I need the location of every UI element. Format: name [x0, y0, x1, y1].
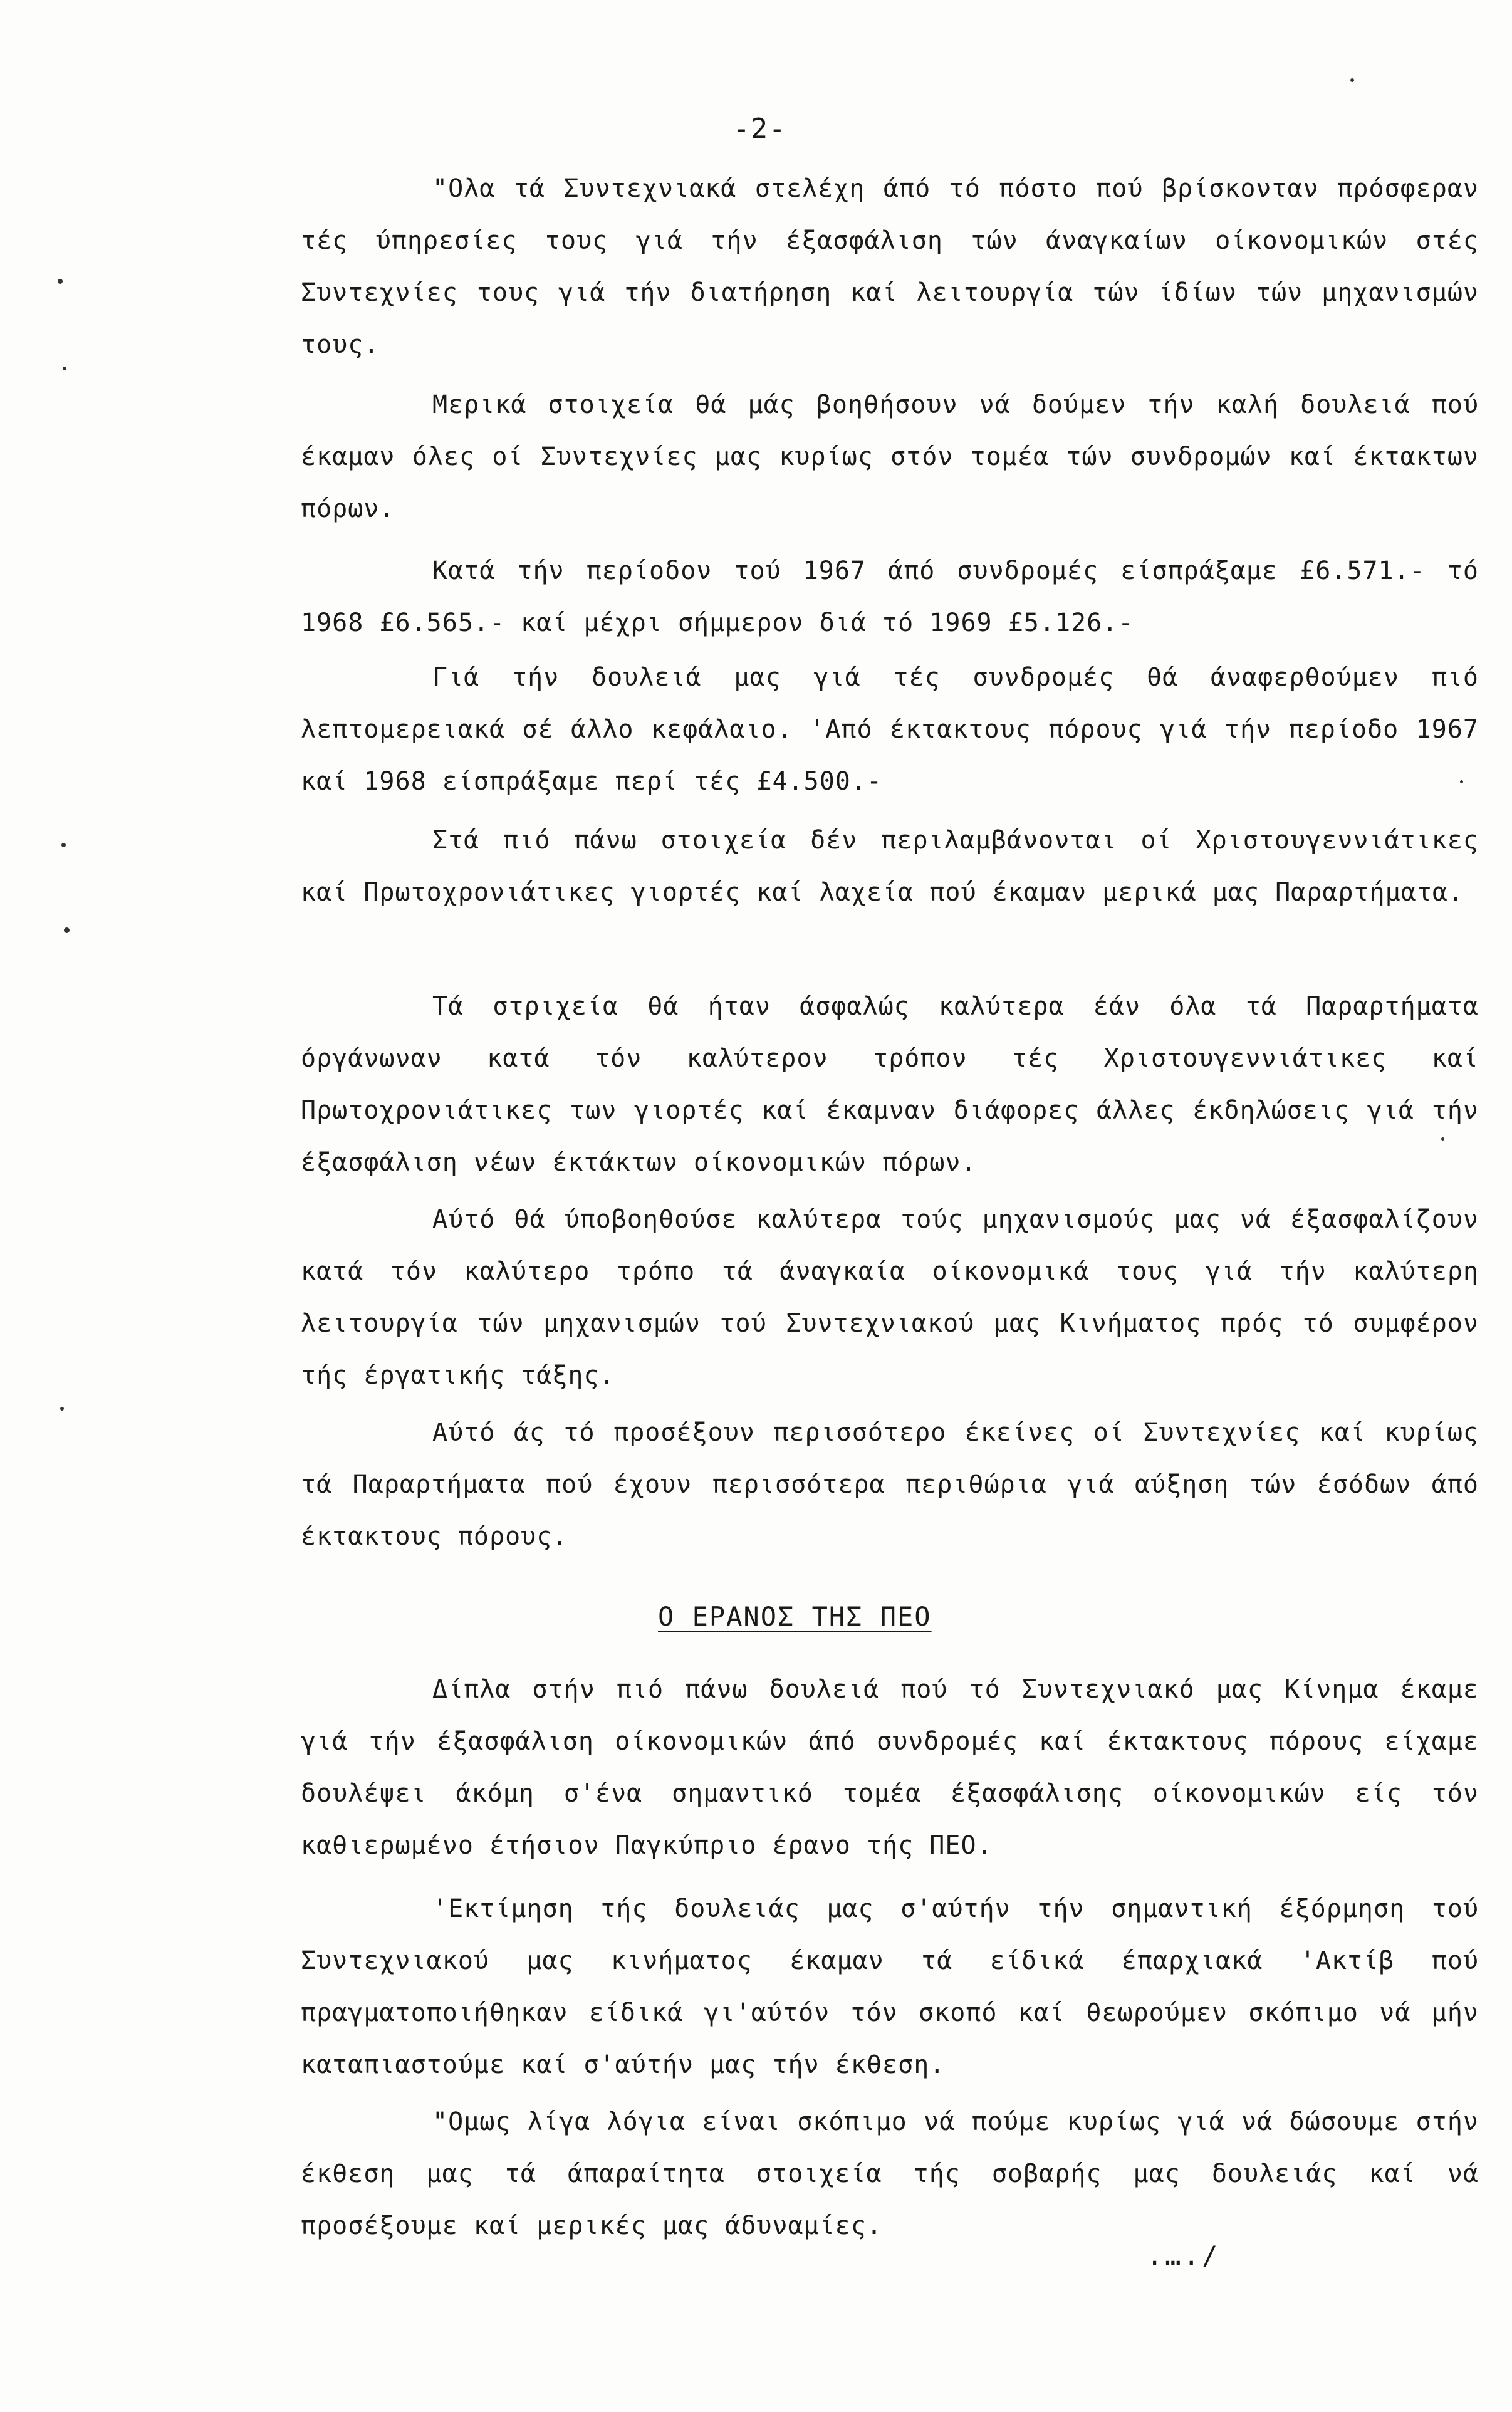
scan-speck [63, 367, 66, 370]
paragraph-3-text: Κατά τήν περίοδον τού 1967 άπό συνδρομές είσπράξαμε £6.571.- τό 1968 £6.565.- καί μέχρι σήμμερον διά τό 1969 £5.126.- [301, 556, 1479, 637]
section-paragraph-3-text: "Ομως λίγα λόγια είναι σκόπιμο νά πούμε κυρίως γιά νά δώσουμε στήν έκθεση μας τά άπαραίτητα στοιχεία τής σοβαρής μας δουλειάς καί νά προσέξουμε καί μερικές μας άδυναμίες. [301, 2107, 1479, 2240]
paragraph-1 [301, 163, 1479, 371]
scan-speck [1460, 780, 1463, 783]
paragraph-8 [301, 1407, 1479, 1563]
section-paragraph-1-text: Δίπλα στήν πιό πάνω δουλειά πού τό Συντεχνιακό μας Κίνημα έκαμε γιά τήν έξασφάλιση οίκονομικών άπό συνδρομές καί έκτακτους πόρους είχαμε δουλέψει άκόμη σ'ένα σημαντικό τομέα έξασφάλισης οίκονομικών είς τόν καθιερωμένο έτήσιον Παγκύπριο έρανο τής ΠΕΟ. [301, 1675, 1479, 1860]
paragraph-5 [301, 815, 1479, 919]
paragraph-6 [301, 981, 1479, 1189]
paragraph-2-text: Μερικά στοιχεία θά μάς βοηθήσουν νά δούμεν τήν καλή δουλειά πού έκαμαν όλες οί Συντεχνίες μας κυρίως στόν τομέα τών συνδρομών καί έκτακτων πόρων. [301, 390, 1479, 523]
scan-speck [1441, 1137, 1444, 1141]
scan-speck [61, 843, 66, 847]
paragraph-7 [301, 1194, 1479, 1402]
section-paragraph-3 [301, 2096, 1479, 2252]
section-heading: Ο ΕΡΑΝΟΣ ΤΗΣ ΠΕΟ [658, 1601, 932, 1632]
paragraph-5-text: Στά πιό πάνω στοιχεία δέν περιλαμβάνονται οί Χριστουγεννιάτικες καί Πρωτοχρονιάτικες γιορτές καί λαχεία πού έκαμαν μερικά μας Παραρτήματα. [301, 826, 1479, 907]
section-paragraph-1 [301, 1664, 1479, 1872]
paragraph-1-text: "Ολα τά Συντεχνιακά στελέχη άπό τό πόστο πού βρίσκονταν πρόσφεραν τές ύπηρεσίες τους γιά τήν έξασφάλιση τών άναγκαίων οίκονομικών στές Συντεχνίες τους γιά τήν διατήρηση καί λειτουργία τών ίδίων τών μηχανισμών τους. [301, 174, 1479, 359]
paragraph-4 [301, 652, 1479, 808]
continuation-mark: .…./ [1147, 2240, 1221, 2271]
scan-speck [60, 1407, 64, 1411]
scan-speck [1350, 78, 1354, 82]
scan-speck [64, 927, 70, 933]
scan-speck [58, 279, 63, 284]
paragraph-4-text: Γιά τήν δουλειά μας γιά τές συνδρομές θά άναφερθούμεν πιό λεπτομερειακά σέ άλλο κεφάλαιο. 'Από έκτακτους πόρους γιά τήν περίοδο 1967 καί 1968 είσπράξαμε περί τές £4.500.- [301, 663, 1479, 796]
section-paragraph-2 [301, 1883, 1479, 2091]
page-number: -2- [733, 113, 787, 145]
paragraph-2 [301, 379, 1479, 535]
paragraph-6-text: Τά στριχεία θά ήταν άσφαλώς καλύτερα έάν όλα τά Παραρτήματα όργάνωναν κατά τόν καλύτερον τρόπον τές Χριστουγεννιάτικες καί Πρωτοχρονιάτικες των γιορτές καί έκαμναν διάφορες άλλες έκδηλώσεις γιά τήν έξασφάλιση νέων έκτάκτων οίκονομικών πόρων. [301, 992, 1479, 1177]
paragraph-3 [301, 545, 1479, 649]
paragraph-8-text: Αύτό άς τό προσέξουν περισσότερο έκείνες οί Συντεχνίες καί κυρίως τά Παραρτήματα πού έχουν περισσότερα περιθώρια γιά αύξηση τών έσόδων άπό έκτακτους πόρους. [301, 1418, 1479, 1551]
section-paragraph-2-text: 'Εκτίμηση τής δουλειάς μας σ'αύτήν τήν σημαντική έξόρμηση τού Συντεχνιακού μας κινήματος έκαμαν τά είδικά έπαρχιακά 'Ακτίβ πού πραγματοποιήθηκαν είδικά γι'αύτόν τόν σκοπό καί θεωρούμεν σκόπιμο νά μήν καταπιαστούμε καί σ'αύτήν μας τήν έκθεση. [301, 1894, 1479, 2079]
paragraph-7-text: Αύτό θά ύποβοηθούσε καλύτερα τούς μηχανισμούς μας νά έξασφαλίζουν κατά τόν καλύτερο τρόπο τά άναγκαία οίκονομικά τους γιά τήν καλύτερη λειτουργία τών μηχανισμών τού Συντεχνιακού μας Κινήματος πρός τό συμφέρον τής έργατικής τάξης. [301, 1205, 1479, 1390]
